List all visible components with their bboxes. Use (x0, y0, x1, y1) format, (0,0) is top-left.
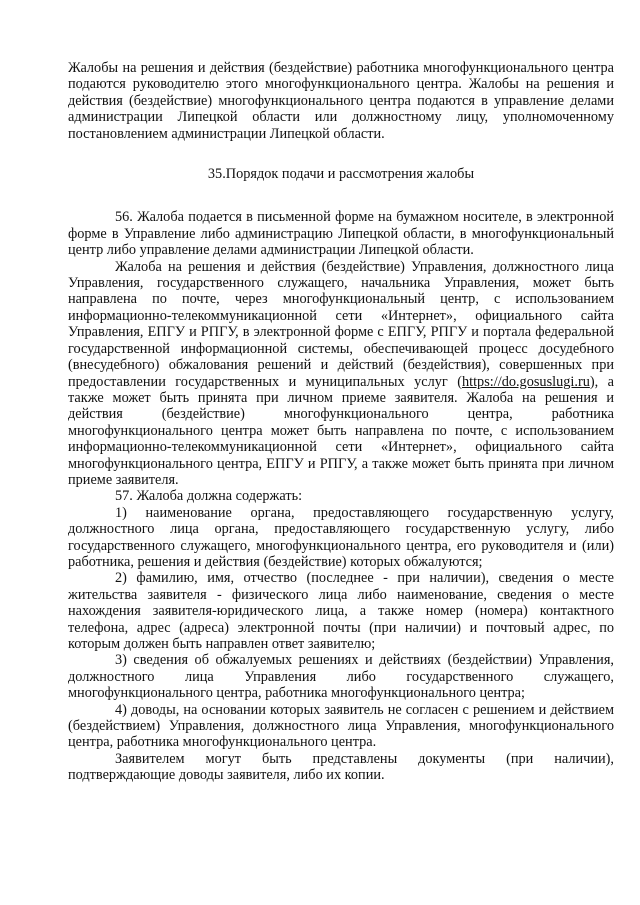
list-item-2: 2) фамилию, имя, отчество (последнее - при наличии), сведения о месте жительства заявителя - физического лица либо наименование, сведения о месте нахождения заявителя-юридического лица, а также номер (номера) контактного телефона, адрес (адреса) электронной почты (при наличии) и почтовый адрес, по которым должен быть направлен ответ заявителю; (68, 570, 614, 652)
document-page (68, 60, 614, 784)
intro-paragraph: Жалобы на решения и действия (бездействие) работника многофункционального центра подаются руководителю этого многофункционального центра. Жалобы на решения и действия (бездействие) многофункционального центра подаются в управление делами администрации Липецкой области или должностному лицу, уполномоченному постановлением администрации Липецкой области. (68, 60, 614, 142)
gosuslugi-link[interactable]: https://do.gosuslugi.ru (461, 373, 590, 390)
list-item-1: 1) наименование органа, предоставляющего государственную услугу, должностного лица органа, предоставляющего государственную услугу, либо государственного служащего, многофункционального центра, его руководителя и (или) работника, решения и действия (бездействие) которых обжалуются; (68, 504, 614, 570)
paragraph-57: 57. Жалоба должна содержать: (115, 488, 303, 505)
list-item-3: 3) сведения об обжалуемых решениях и действиях (бездействии) Управления, должностного лица Управления либо государственного служащего, многофункционального центра, работника многофункционального центра; (68, 652, 614, 702)
final-paragraph: Заявителем могут быть представлены документы (при наличии), подтверждающие доводы заявителя, либо их копии. (68, 750, 614, 784)
section-heading: 35.Порядок подачи и рассмотрения жалобы (207, 166, 475, 183)
paragraph-56-complaint (68, 259, 614, 489)
list-item-4: 4) доводы, на основании которых заявитель не согласен с решением и действием (бездействием) Управления, должностного лица Управления, многофункционального центра, работника многофункционального центра. (68, 701, 614, 751)
complaint-text-before-link: Жалоба на решения и действия (бездействие) Управления, должностного лица Управления, государственного служащего, начальника Управления, может быть направлена по почте, через многофункциональный центр, с использованием информационно-телекоммуникационной сети «Интернет», официального сайта Управления, ЕПГУ и РПГУ, в электронной форме с ЕПГУ, РПГУ и портала федеральной государственной информационной системы, обеспечивающей процесс досудебного (внесудебного) обжалования решений и действий (бездействия), совершенных при предоставлении государственных и муниципальных услуг ( (68, 258, 614, 390)
complaint-text-after-link: ), а также может быть принята при личном приеме заявителя. Жалоба на решения и действия (бездействие) многофункционального центра, работника многофункционального центра может быть направлена по почте, с использованием информационно-телекоммуникационной сети «Интернет», официального сайта многофункционального центра, ЕПГУ и РПГУ, а также может быть принята при личном приеме заявителя. (68, 373, 614, 488)
paragraph-56: 56. Жалоба подается в письменной форме на бумажном носителе, в электронной форме в Управление либо администрацию Липецкой области, в многофункциональный центр либо управление делами администрации Липецкой области. (68, 209, 614, 259)
